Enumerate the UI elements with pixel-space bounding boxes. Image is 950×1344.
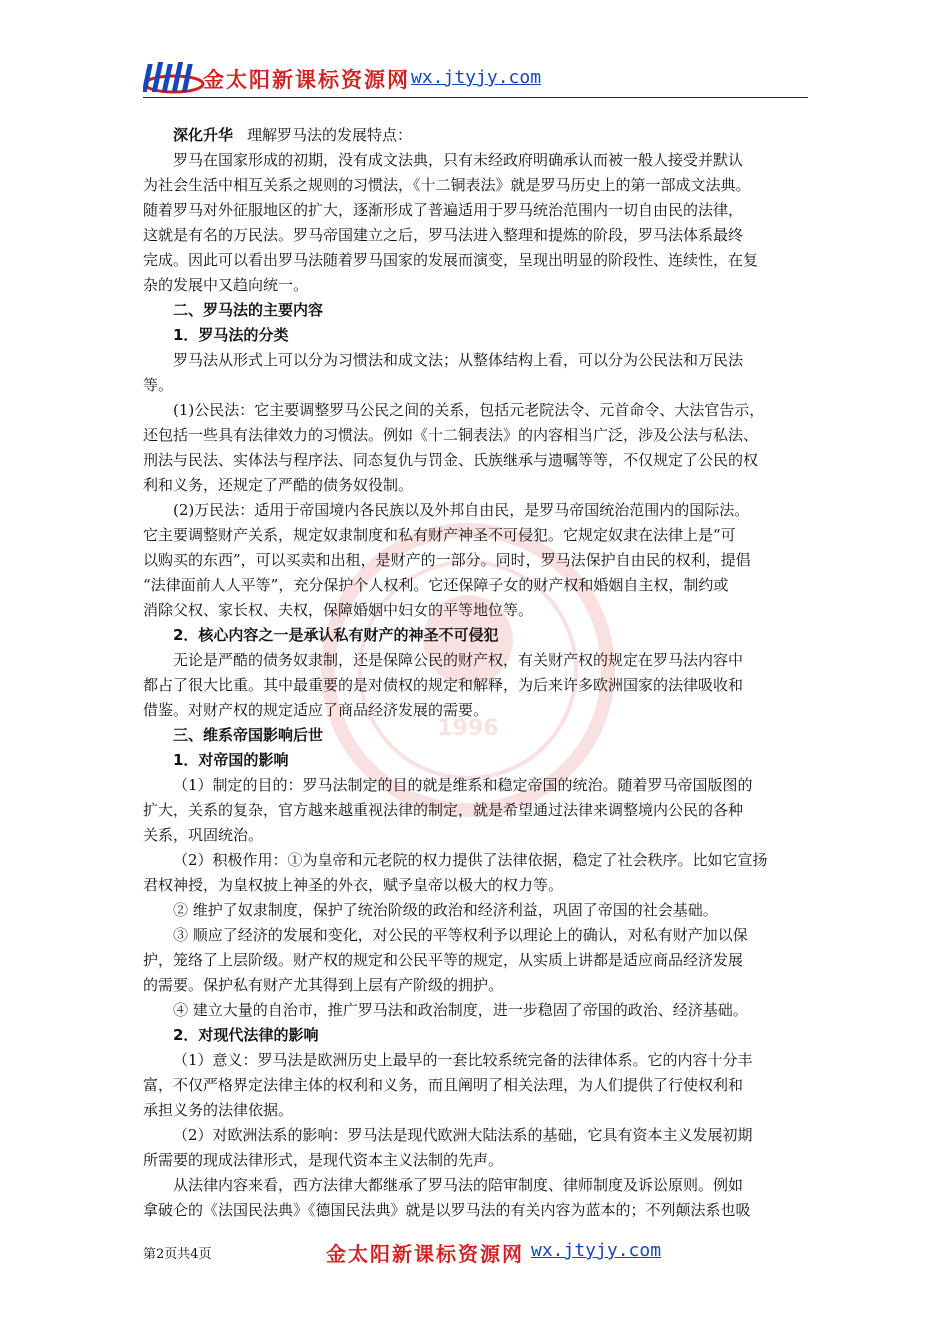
text-line: ③ 顺应了经济的发展和变化，对公民的平等权利予以理论上的确认，对私有财产加以保 [173,926,748,944]
text-line: 拿破仑的《法国民法典》《德国民法典》就是以罗马法的有关内容为蓝本的；不列颠法系也吸 [143,1201,751,1219]
header-site-link[interactable]: wx.jtyjy.com [411,67,542,88]
text-line: 随着罗马对外征服地区的扩大，逐渐形成了普遍适用于罗马统治范围内一切自由民的法律， [143,201,744,219]
text-line: 承担义务的法律依据。 [143,1101,294,1119]
text-line: 借鉴。对财产权的规定适应了商品经济发展的需要。 [143,701,489,719]
document-body [143,123,808,1223]
section-heading: 三、维系帝国影响后世 [173,726,324,744]
header-brand: 金太阳新课标资源网 [203,68,410,92]
text-line: 杂的发展中又趋向统一。 [143,276,309,294]
header-divider [143,97,808,98]
text-line: 护，笼络了上层阶级。财产权的规定和公民平等的规定，从实质上讲都是适应商品经济发展 [143,951,744,969]
deepen-title: 理解罗马法的发展特点： [247,126,413,144]
text-line: 无论是严酷的债务奴隶制，还是保障公民的财产权，有关财产权的规定在罗马法内容中 [173,651,744,669]
subsection-heading: 2．核心内容之一是承认私有财产的神圣不可侵犯 [173,626,499,644]
text-line: 关系，巩固统治。 [143,826,264,844]
section-heading: 二、罗马法的主要内容 [173,301,324,319]
text-line: 所需要的现成法律形式，是现代资本主义法制的先声。 [143,1151,504,1169]
text-line: （2）对欧洲法系的影响：罗马法是现代欧洲大陆法系的基础，它具有资本主义发展初期 [173,1126,753,1144]
footer-site-link[interactable]: wx.jtyjy.com [531,1240,662,1261]
text-line: 它主要调整财产关系，规定奴隶制度和私有财产神圣不可侵犯。它规定奴隶在法律上是“可 [143,526,736,544]
text-line: 消除父权、家长权、夫权，保障婚姻中妇女的平等地位等。 [143,601,534,619]
text-line: 等。 [143,376,174,394]
page-number: 第2页共4页 [143,1247,212,1262]
text-line: 都占了很大比重。其中最重要的是对债权的规定和解释，为后来许多欧洲国家的法律吸收和 [143,676,744,694]
text-line: 还包括一些具有法律效力的习惯法。例如《十二铜表法》的内容相当广泛，涉及公法与私法、 [143,426,759,444]
subsection-heading: 1．对帝国的影响 [173,751,289,769]
text-line: 以购买的东西”，可以买卖和出租，是财产的一部分。同时，罗马法保护自由民的权利，提倡 [143,551,751,569]
text-line: 罗马法从形式上可以分为习惯法和成文法；从整体结构上看，可以分为公民法和万民法 [173,351,744,369]
text-line: ④ 建立大量的自治市，推广罗马法和政治制度，进一步稳固了帝国的政治、经济基础。 [173,1001,748,1019]
page-footer [143,1236,808,1266]
text-line: （1）制定的目的：罗马法制定的目的就是维系和稳定帝国的统治。随着罗马帝国版图的 [173,776,753,794]
text-line: (2)万民法：适用于帝国境内各民族以及外邦自由民，是罗马帝国统治范围内的国际法。 [173,501,750,519]
text-line: 君权神授，为皇权披上神圣的外衣，赋予皇帝以极大的权力等。 [143,876,564,894]
footer-brand: 金太阳新课标资源网 [326,1242,524,1266]
text-line: 的需要。保护私有财产尤其得到上层有产阶级的拥护。 [143,976,504,994]
text-line: 富，不仅严格界定法律主体的权利和义务，而且阐明了相关法理，为人们提供了行使权利和 [143,1076,744,1094]
text-line: 刑法与民法、实体法与程序法、同态复仇与罚金、氏族继承与遗嘱等等，不仅规定了公民的权 [143,451,759,469]
text-line: 这就是有名的万民法。罗马帝国建立之后，罗马法进入整理和提炼的阶段，罗马法体系最终 [143,226,744,244]
text-line: “法律面前人人平等”，充分保护个人权利。它还保障子女的财产权和婚姻自主权，制约或 [143,576,729,594]
text-line: 利和义务，还规定了严酷的债务奴役制。 [143,476,414,494]
text-line: （1）意义：罗马法是欧洲历史上最早的一套比较系统完备的法律体系。它的内容十分丰 [173,1051,753,1069]
text-line: 完成。因此可以看出罗马法随着罗马国家的发展而演变，呈现出明显的阶段性、连续性，在复 [143,251,759,269]
text-line: 扩大，关系的复杂，官方越来越重视法律的制定，就是希望通过法律来调整境内公民的各种 [143,801,744,819]
text-line: (1)公民法：它主要调整罗马公民之间的关系，包括元老院法令、元首命令、大法官告示， [173,401,765,419]
text-line: 为社会生活中相互关系之规则的习惯法，《十二铜表法》就是罗马历史上的第一部成文法典。 [143,176,751,194]
page-header [143,58,808,98]
jty-logo-icon [143,58,205,98]
text-line: 从法律内容来看，西方法律大都继承了罗马法的陪审制度、律师制度及诉讼原则。例如 [173,1176,744,1194]
text-line: （2）积极作用：①为皇帝和元老院的权力提供了法律依据，稳定了社会秩序。比如它宣扬 [173,851,768,869]
text-line: 罗马在国家形成的初期，没有成文法典，只有未经政府明确承认而被一般人接受并默认 [173,151,744,169]
subsection-heading: 2．对现代法律的影响 [173,1026,319,1044]
paragraph-intro-heading [143,123,808,148]
deepen-label: 深化升华 [173,126,234,144]
watermark-year: 1996 [437,716,499,741]
subsection-heading: 1．罗马法的分类 [173,326,289,344]
text-line: ② 维护了奴隶制度，保护了统治阶级的政治和经济利益，巩固了帝国的社会基础。 [173,901,718,919]
